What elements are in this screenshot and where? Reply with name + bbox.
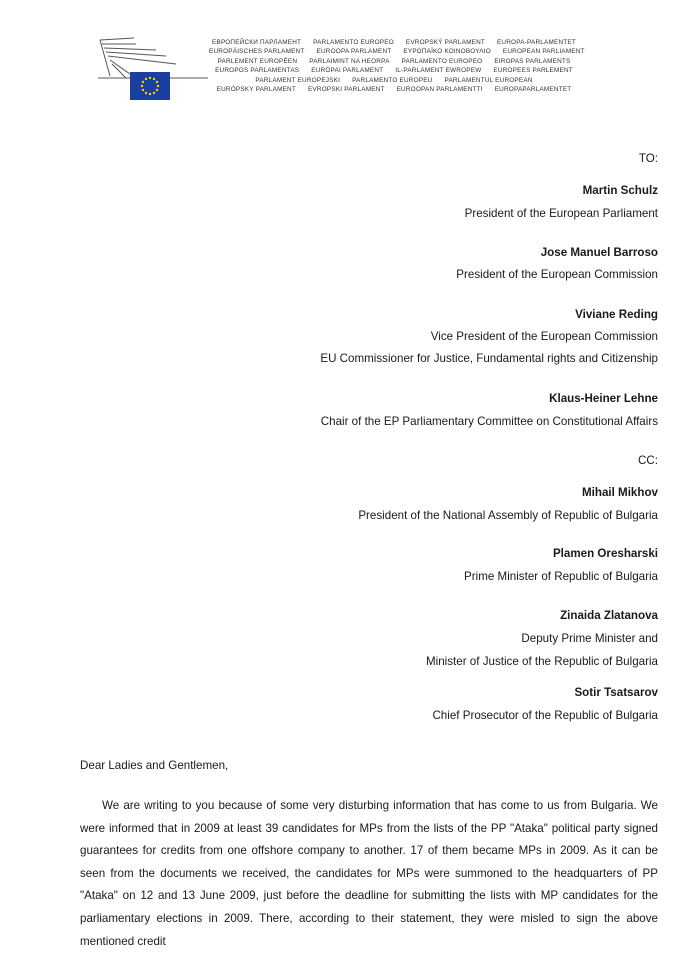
name-item: EURÓPAI PARLAMENT — [311, 67, 384, 75]
cc-title: Deputy Prime Minister and — [521, 632, 658, 645]
names-row — [204, 66, 584, 75]
name-item: PARLAMENTO EUROPEO — [401, 57, 483, 65]
cc-name: Sotir Tsatsarov — [574, 686, 658, 699]
recipient-title: President of the European Commission — [456, 268, 658, 281]
recipient-name: Viviane Reding — [575, 308, 658, 321]
name-item: IL-PARLAMENT EWROPEW — [395, 67, 482, 75]
names-row — [204, 76, 584, 85]
name-item: EVROPSKI PARLAMENT — [307, 86, 385, 94]
name-item: EUROPOS PARLAMENTAS — [215, 67, 300, 75]
name-item: PARLAIMINT NA HEORPA — [309, 57, 390, 65]
name-item: EUROOPAN PARLAMENTTI — [396, 86, 483, 94]
name-item: ΕΥΡΩΠΑΪΚΟ ΚΟΙΝΟΒΟΥΛΙΟ — [403, 48, 491, 56]
body-paragraph — [80, 795, 658, 953]
recipient-title: EU Commissioner for Justice, Fundamental rights and Citizenship — [320, 352, 658, 365]
cc-name: Zinaida Zlatanova — [560, 609, 658, 622]
letter-body — [80, 795, 658, 953]
names-row — [204, 57, 584, 66]
to-label: TO: — [638, 152, 658, 165]
name-item: PARLAMENT EUROPEJSKI — [255, 76, 341, 84]
recipient-name: Martin Schulz — [582, 184, 658, 197]
name-item: EUROPÄISCHES PARLAMENT — [209, 48, 305, 56]
eu-flag-icon — [130, 72, 170, 100]
name-item: EUROPAPARLAMENTET — [494, 86, 572, 94]
parliament-hemicycle-icon — [96, 36, 211, 104]
name-item: EIROPAS PARLAMENTS — [494, 57, 571, 65]
name-item: PARLEMENT EUROPÉEN — [217, 57, 298, 65]
cc-label: CC: — [638, 454, 658, 467]
name-item: ЕВРОПЕЙСКИ ПАРЛАМЕНТ — [212, 39, 302, 46]
cc-title: Chief Prosecutor of the Republic of Bulgaria — [432, 709, 658, 722]
recipient-title: Vice President of the European Commission — [430, 330, 658, 343]
names-row — [204, 85, 584, 94]
name-item: PARLAMENTO EUROPEU — [352, 76, 433, 84]
recipient-title: President of the European Parliament — [464, 207, 658, 220]
recipient-title: Chair of the EP Parliamentary Committee on Constitutional Affairs — [320, 415, 658, 428]
names-row — [204, 47, 584, 56]
salutation: Dear Ladies and Gentlemen, — [80, 759, 229, 772]
body-paragraph-text: We are writing to you because of some very disturbing information that has come to us from Bulgaria. We were informed that in 2009 at least 39 candidates for MPs from the lists of the PP "Ataka" political party signed guarantees for credits from one offshore company to another. 17 of them became MPs in 2009. As it can be seen from the documents we received, the candidates for MPs were summoned to the headquarters of PP "Ataka" on 12 and 13 June 2009, just before the deadline for submitting the lists with MP candidates for the parliamentary elections in 2009. There, according to their statement, they were misled to sign the above mentioned credit — [80, 799, 658, 948]
cc-name: Plamen Oresharski — [552, 547, 658, 560]
european-parliament-logo — [96, 36, 211, 104]
name-item: EURÓPSKY PARLAMENT — [216, 86, 296, 94]
name-item: EUROPEES PARLEMENT — [493, 67, 573, 75]
name-item: PARLAMENTUL EUROPEAN — [444, 76, 533, 84]
name-item: PARLAMENTO EUROPEO — [313, 39, 394, 46]
name-item: EUROPEAN PARLIAMENT — [502, 48, 585, 56]
cc-name: Mihail Mikhov — [581, 486, 658, 499]
name-item: EVROPSKÝ PARLAMENT — [405, 39, 485, 46]
name-item: EUROPA-PARLAMENTET — [496, 39, 576, 46]
parliament-names — [204, 38, 584, 94]
recipient-name: Jose Manuel Barroso — [540, 246, 658, 259]
cc-title: Minister of Justice of the Republic of Bulgaria — [426, 655, 658, 668]
cc-title: President of the National Assembly of Republic of Bulgaria — [358, 509, 658, 522]
cc-title: Prime Minister of Republic of Bulgaria — [464, 570, 658, 583]
names-row — [204, 38, 584, 47]
recipient-name: Klaus-Heiner Lehne — [549, 392, 658, 405]
name-item: EUROOPA PARLAMENT — [316, 48, 392, 56]
